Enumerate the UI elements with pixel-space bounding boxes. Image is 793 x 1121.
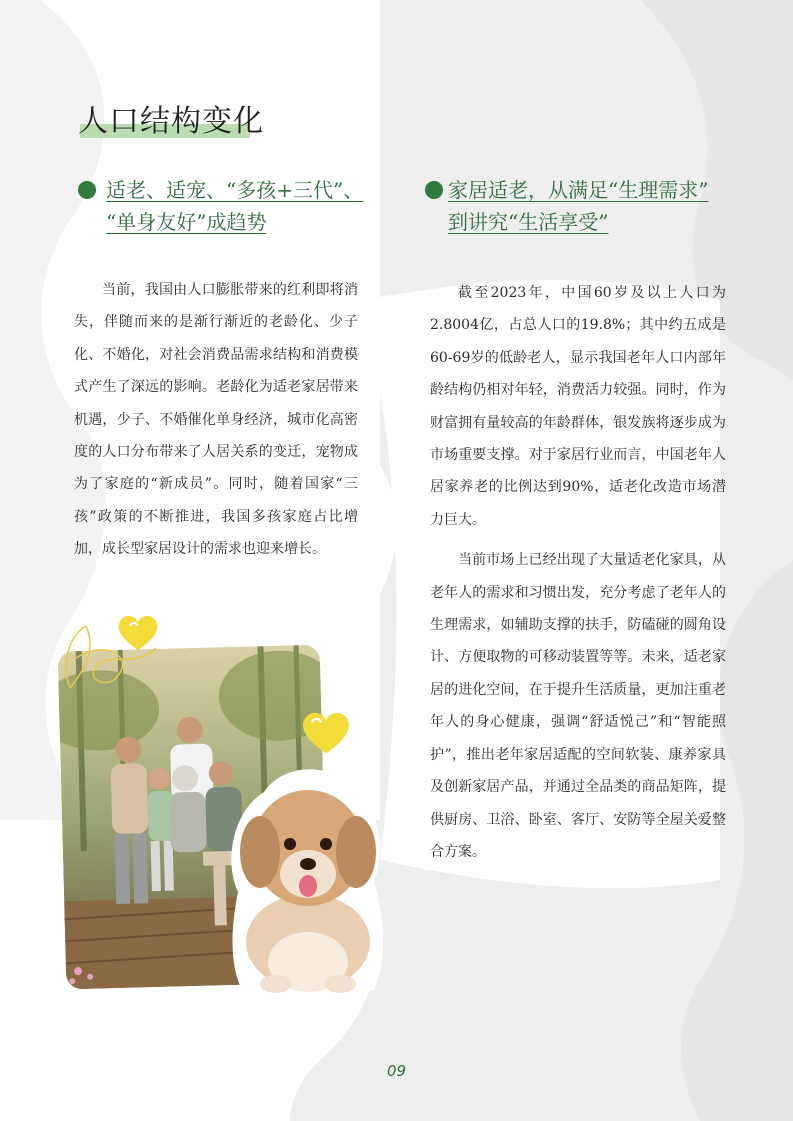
doodle-icon [56,618,166,698]
left-section-heading [106,174,406,238]
left-body-text [74,274,358,566]
page-title: 人口结构变化 [78,104,264,139]
right-section-heading [448,174,748,238]
page-number: 09 [386,1062,407,1080]
bullet-dot-icon [425,181,443,199]
right-heading-line1: 家居适老，从满足“生理需求” [448,178,709,202]
heart-icon [300,708,352,756]
right-paragraph-2: 当前市场上已经出现了大量适老化家具，从老年人的需求和习惯出发，充分考虑了老年人的生理需求，如辅助支撑的扶手，防磕碰的圆角设计、方便取物的可移动装置等等。未来，适老家居的进化空间，在于提升生活质量，更加注重老年人的身心健康，强调“舒适悦己”和“智能照护”，推出老年家居适配的空间软装、康养家具及创新家居产品，并通过全品类的商品矩阵，提供厨房、卫浴、卧室、客厅、安防等全屋关爱整合方案。 [430,552,726,860]
dog-illustration [224,762,388,994]
bullet-dot-icon [78,181,96,199]
left-paragraph: 当前，我国由人口膨胀带来的红利即将消失，伴随而来的是渐行渐近的老龄化、少子化、不婚化，对社会消费品需求结构和消费模式产生了深远的影响。老龄化为适老家居带来机遇，少子、不婚催化单身经济，城市化高密度的人口分布带来了人居关系的变迁，宠物成为了家庭的“新成员”。同时，随着国家“三孩”政策的不断推进，我国多孩家庭占比增加，成长型家居设计的需求也迎来增长。 [74,282,358,558]
right-heading-line2: 到讲究“生活享受” [448,210,609,234]
right-paragraph-1: 截至2023年，中国60岁及以上人口为2.8004亿，占总人口的19.8%；其中约五成是60-69岁的低龄老人，显示我国老年人口内部年龄结构仍相对年轻，消费活力较强。同时，作为财富拥有量较高的年龄群体，银发族将逐步成为市场重要支撑。对于家居行业而言，中国老年人居家养老的比例达到90%，适老化改造市场潜力巨大。 [430,285,726,528]
right-body-text [430,277,726,868]
left-heading-line1: 适老、适宠、“多孩+三代”、 [106,178,364,202]
left-heading-line2: “单身友好”成趋势 [106,210,267,234]
